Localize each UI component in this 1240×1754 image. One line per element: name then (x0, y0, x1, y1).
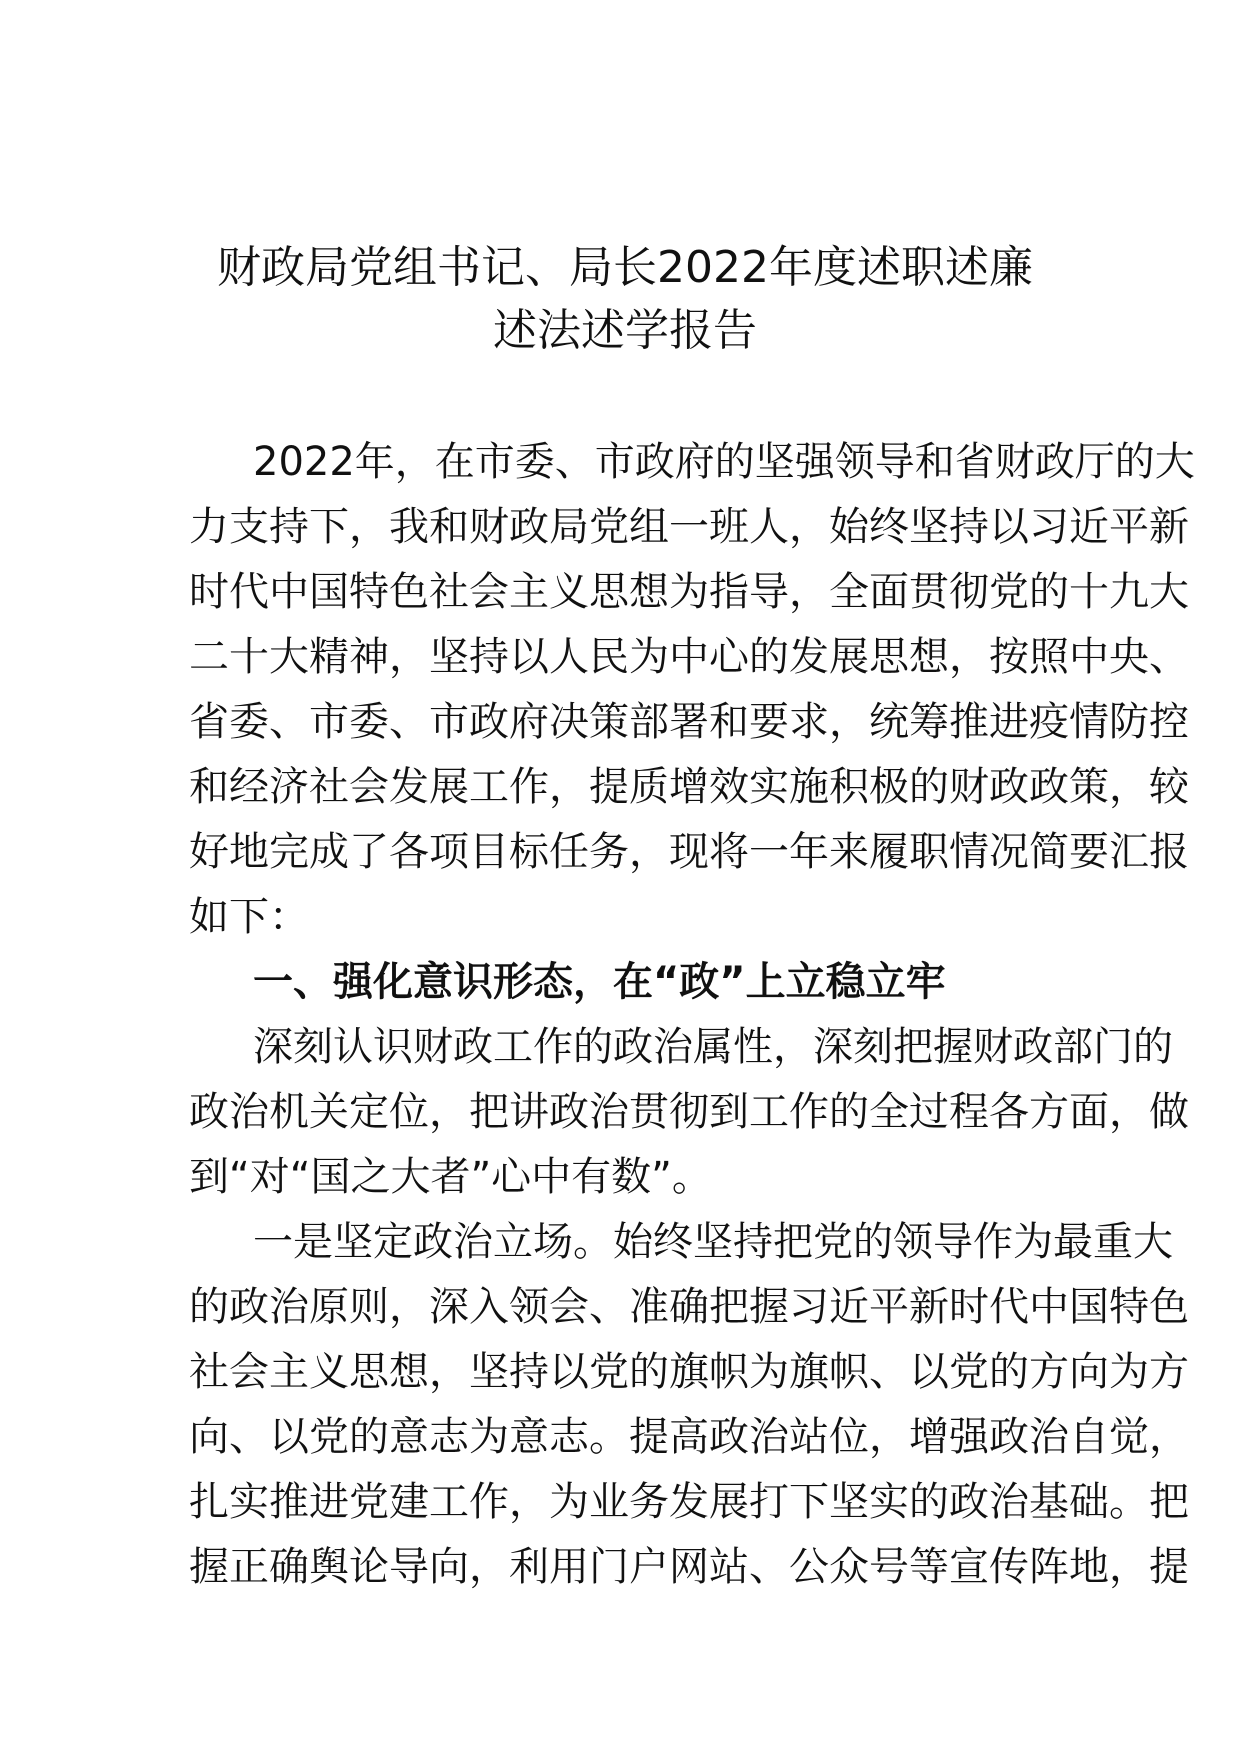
text-line: 和经济社会发展工作，提质增效实施积极的财政政策，较 (189, 764, 1189, 810)
text-line: 好地完成了各项目标任务，现将一年来履职情况简要汇报 (189, 829, 1189, 875)
text-line: 二十大精神，坚持以人民为中心的发展思想，按照中央、 (189, 634, 1189, 680)
title-line-2: 述法述学报告 (493, 305, 757, 356)
document-title (190, 236, 1060, 362)
text-line: 如下： (189, 894, 309, 940)
text-line: 力支持下，我和财政局党组一班人，始终坚持以习近平新 (189, 504, 1189, 550)
text-line: 省委、市委、市政府决策部署和要求，统筹推进疫情防控 (189, 699, 1189, 745)
text-line: 到“对“国之大者”心中有数”。 (189, 1154, 712, 1200)
title-line-1: 财政局党组书记、局长2022年度述职述廉 (217, 242, 1033, 293)
paragraph-political-stance (189, 1210, 1189, 1600)
section-heading-1 (189, 950, 1059, 1015)
text-line: 向、以党的意志为意志。提高政治站位，增强政治自觉， (189, 1414, 1189, 1460)
text-line: 时代中国特色社会主义思想为指导，全面贯彻党的十九大 (189, 569, 1189, 615)
text-line: 2022年，在市委、市政府的坚强领导和省财政厅的大 (253, 439, 1195, 485)
text-line: 社会主义思想，坚持以党的旗帜为旗帜、以党的方向为方 (189, 1349, 1189, 1395)
text-line: 政治机关定位，把讲政治贯彻到工作的全过程各方面，做 (189, 1089, 1189, 1135)
text-line: 深刻认识财政工作的政治属性，深刻把握财政部门的 (253, 1024, 1173, 1070)
section-heading-text: 一、强化意识形态，在“政”上立稳立牢 (253, 959, 946, 1005)
paragraph-section-intro (189, 1015, 1189, 1210)
text-line: 握正确舆论导向，利用门户网站、公众号等宣传阵地，提 (189, 1544, 1189, 1590)
document-body (189, 430, 1195, 1600)
text-line: 一是坚定政治立场。始终坚持把党的领导作为最重大 (253, 1219, 1173, 1265)
paragraph-intro (189, 430, 1195, 950)
text-line: 扎实推进党建工作，为业务发展打下坚实的政治基础。把 (189, 1479, 1189, 1525)
text-line: 的政治原则，深入领会、准确把握习近平新时代中国特色 (189, 1284, 1189, 1330)
